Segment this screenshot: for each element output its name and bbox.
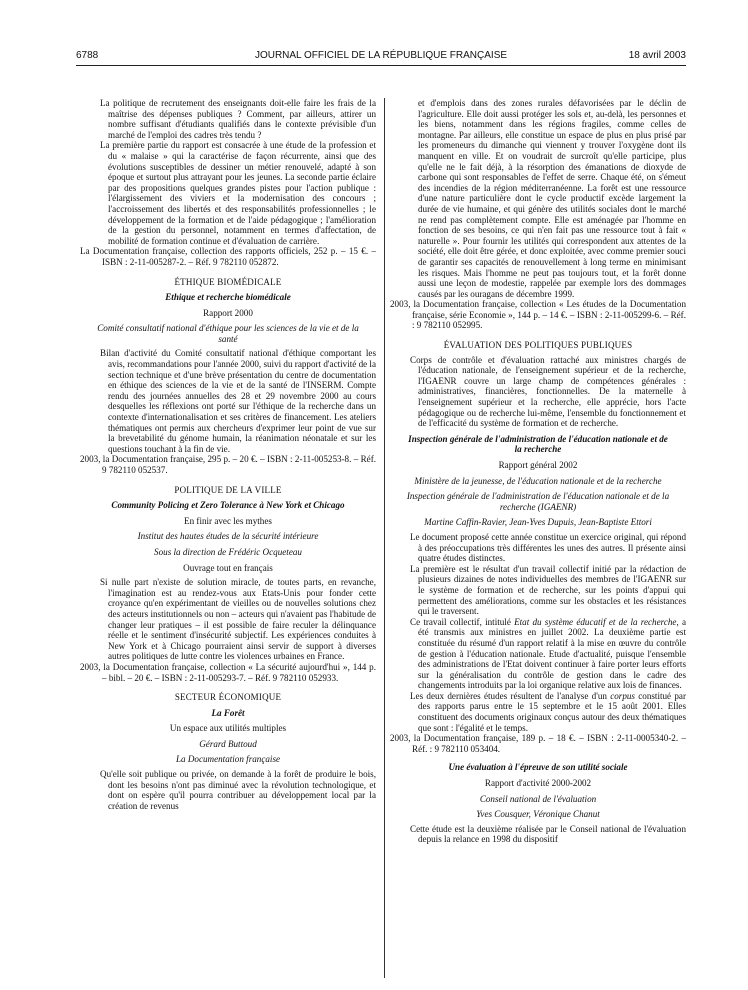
left-column bbox=[80, 98, 376, 978]
text-run: Ce travail collectif, intitulé bbox=[410, 616, 515, 627]
entry-authors: Yves Cousquer, Véronique Chanut bbox=[476, 809, 600, 820]
entry-council: Conseil national de l'évaluation bbox=[479, 793, 597, 804]
paragraph bbox=[390, 617, 686, 691]
entry-direction: Sous la direction de Frédéric Ocqueteau bbox=[154, 546, 302, 557]
paragraph: Si nulle part n'existe de solution miracle, de toutes parts, en revanche, l'imagination est au rendez-vous aux Etats-Unis pour fonder cette croyance qu'en expérimentant de vieilles ou de nouvelles solutions chez des acteurs institutionnels ou non – acteurs qui n'avaient pas l'habitude de changer leur pratiques – il est possible de faire reculer la délinquance réelle et le sentiment d'insécurité subjectif. Les expériences conduites à New York et à Chicago pourraient ainsi servir de support à diverses autres politiques de lutte contre les violences urbaines en France. bbox=[100, 577, 376, 662]
paragraph: Qu'elle soit publique ou privée, on demande à la forêt de produire le bois, dont les besoins n'ont pas diminué avec la révolution technologique, et dont on espère qu'il pourra contribuer au développement local par la création de revenus bbox=[100, 769, 376, 811]
section-heading-politique-ville: POLITIQUE DE LA VILLE bbox=[174, 484, 282, 495]
publication-reference: 2003, la Documentation française, 295 p. – 20 €. – ISBN : 2-11-005253-8. – Réf. 9 782110 052537. bbox=[80, 454, 376, 475]
right-column bbox=[390, 98, 686, 978]
paragraph: Le document proposé cette année constitue un exercice original, qui répond à des préoccupations très différentes les unes des autres. Il présente ainsi quatre études distinctes. bbox=[410, 531, 686, 564]
entry-authors: Martine Caffin-Ravier, Jean-Yves Dupuis, Jean-Baptiste Ettori bbox=[424, 517, 652, 528]
paragraph: La politique de recrutement des enseignants doit-elle faire les frais de la maîtrise des dépenses publiques ? Comment, par ailleurs, attirer un nombre suffisant d'étudiants qualifiés dans le contexte prévisible d'un marché de l'emploi des cadres très tendu ? bbox=[100, 98, 376, 140]
entry-author: Comité consultatif national d'éthique pour les sciences de la vie et de la santé bbox=[97, 323, 359, 344]
publication-reference: 2003, la Documentation française, 189 p. – 18 €. – ISBN : 2-11-0005340-2. – Réf. : 9 782110 053404. bbox=[390, 733, 686, 754]
paragraph bbox=[390, 691, 686, 733]
journal-title: JOURNAL OFFICIEL DE LA RÉPUBLIQUE FRANÇAISE bbox=[254, 50, 508, 61]
text-run: , a été transmis aux ministres en juillet 2002. La deuxième partie est constituée du résumé d'un rapport relatif à la mise en œuvre du contrôle de gestion à l'éducation nationale. Etude d'actualité, puisque l'ensemble des administrations de l'Etat doivent continuer à faire porter leurs efforts sur la généralisation du contrôle de gestion dans le cadre des changements introduits par la loi organique relative aux lois de finances. bbox=[418, 616, 686, 691]
report-title: Rapport général 2002 bbox=[498, 460, 578, 470]
entry-title: Community Policing et Zero Tolerance à New York et Chicago bbox=[111, 500, 345, 511]
paragraph: La première partie du rapport est consacrée à une étude de la profession et du « malaise » qui la caractérise de façon récurrente, ainsi que des évolutions susceptibles de dessiner un métier renouvelé, adapté à son époque et surtout plus attrayant pour les jeunes. La seconde partie éclaire par des propositions quelques grandes pistes pour l'action publique : l'élargissement des viviers et la modernisation des concours ; l'accroissement des libertés et des responsabilités professionnelles ; le développement de la formation et de l'aide pédagogique ; l'amélioration de la gestion du personnel, notamment en termes d'affectation, de mobilité de formation continue et d'évaluation de carrière. bbox=[100, 140, 376, 246]
entry-title: Une évaluation à l'épreuve de son utilité sociale bbox=[448, 762, 628, 773]
paragraph: et d'emplois dans des zones rurales défavorisées par le déclin de l'agriculture. Elle doit aussi protéger les sols et, au-delà, les personnes et les biens, notamment dans les régions fragiles, comme celles de montagne. Par ailleurs, elle constitue un espace de plus en plus prisé par les promeneurs du dimanche qui viennent y trouver l'oxygène dont ils manquent en ville. Et on voudrait de surcroît qu'elle participe, plus qu'elle ne le fait déjà, à la résorption des émanations de dioxyde de carbone qui sont responsables de l'effet de serre. Chaque été, on s'émeut des incendies de la région méditerranéenne. La forêt est une ressource d'une nature particulière dont le cycle productif excède largement la durée de vie humaine, et qui génère des utilités sociales dont le marché ne rend pas complètement compte. Elle est aménagée par l'homme en fonction de ses besoins, ce qui n'en fait pas une ressource tout à fait « naturelle ». Pour fournir les utilités qui correspondent aux attentes de la société, elle doit être gérée, et donc exploitée, avec comme premier souci de garantir ses capacités de renouvellement à long terme en minimisant les risques. Mais l'homme ne peut pas toujours tout, et la forêt donne aussi une leçon de modestie, rappelée par exemple lors des dommages causés par les ouragans de décembre 1999. bbox=[418, 98, 686, 299]
publication-reference: La Documentation française, collection des rapports officiels, 252 p. – 15 €. – ISBN : 2-11-005287-2. – Réf. 9 782110 052872. bbox=[80, 246, 376, 267]
publication-reference: 2003, la Documentation française, collection « La sécurité aujourd'hui », 144 p. – bibl. – 20 €. – ISBN : 2-11-005293-7. – Réf. 9 782110 052933. bbox=[80, 661, 376, 683]
entry-author: Gérard Buttoud bbox=[199, 738, 257, 749]
section-heading-evaluation: ÉVALUATION DES POLITIQUES PUBLIQUES bbox=[443, 340, 633, 351]
entry-title: La Forêt bbox=[211, 707, 245, 718]
entry-inspection: Inspection générale de l'administration de l'éducation nationale et de la recherche (IGAENR) bbox=[406, 491, 670, 512]
column-divider bbox=[384, 98, 385, 978]
paragraph: Corps de contrôle et d'évaluation rattaché aux ministres chargés de l'éducation nationale, de l'enseignement supérieur et de la recherche, l'IGAENR couvre un large champ de compétences générales : administratives, financières, fonctionnelles. De la maternelle à l'enseignement supérieur et la recherche, elle apprécie, hors l'acte pédagogique ou de recherche lui-même, l'ensemble du fonctionnement et de l'efficacité du système de formation et de recherche. bbox=[410, 354, 686, 429]
italic-term: corpus bbox=[610, 690, 635, 701]
issue-date: 18 avril 2003 bbox=[628, 50, 686, 61]
section-heading-secteur-economique: SECTEUR ÉCONOMIQUE bbox=[174, 692, 282, 703]
italic-title: Etat du système éducatif et de la recherche bbox=[514, 616, 677, 627]
section-heading-ethique: ÉTHIQUE BIOMÉDICALE bbox=[174, 276, 282, 287]
paragraph: La première est le résultat d'un travail collectif initié par la rédaction de plusieurs dizaines de notes individuelles des membres de l'IGAENR sur le système de formation et de recherche, sur les points d'appui qui permettent des améliorations, comme sur les obstacles et les résistances qui le traversent. bbox=[410, 563, 686, 617]
paragraph: Bilan d'activité du Comité consultatif national d'éthique comportant les avis, recommandations pour l'année 2000, suivi du rapport d'activité de la section technique et d'une brève présentation du centre de documentation en éthique des sciences de la vie et de la santé de l'INSERM. Compte rendu des journées annuelles des 28 et 29 novembre 2000 au cours desquelles les réflexions ont porté sur l'éthique de la recherche dans un contexte d'internationalisation et ses critères de financement. Les ateliers thématiques ont permis aux chercheurs d'exprimer leur point de vue sur la brevetabilité du génome humain, la réanimation néonatale et sur les questions touchant à la fin de vie. bbox=[100, 348, 376, 454]
page-header bbox=[76, 50, 686, 66]
entry-language-note: Ouvrage tout en français bbox=[183, 562, 273, 573]
entry-tagline: Un espace aux utilités multiples bbox=[169, 723, 287, 734]
entry-institute: Institut des hautes études de la sécurité intérieure bbox=[137, 531, 319, 542]
paragraph: Cette étude est la deuxième réalisée par le Conseil national de l'évaluation depuis la relance en 1998 du dispositif bbox=[410, 823, 686, 845]
text-run: Les deux dernières études résultent de l'analyse d'un bbox=[410, 690, 611, 701]
report-title: Rapport d'activité 2000-2002 bbox=[484, 778, 592, 789]
entry-publisher: La Documentation française bbox=[175, 754, 281, 765]
entry-ministry: Ministère de la jeunesse, de l'éducation nationale et de la recherche bbox=[414, 475, 662, 486]
page-number: 6788 bbox=[76, 50, 99, 61]
entry-title: Inspection générale de l'administration de l'éducation nationale et de la recherche bbox=[408, 433, 668, 455]
report-title: Rapport 2000 bbox=[203, 307, 253, 318]
publication-reference: 2003, la Documentation française, collection « Les études de la Documentation française, série Economie », 144 p. – 14 €. – ISBN : 2-11-005299-6. – Réf. : 9 782110 052995. bbox=[390, 299, 686, 331]
text-run: constitué par des rapports parus entre le 15 septembre et le 15 août 2001. Elles constituent des documents originaux conçus autour des deux thématiques que sont : l'égalité et le temps. bbox=[418, 690, 686, 733]
entry-tagline: En finir avec les mythes bbox=[184, 515, 272, 526]
entry-title: Ethique et recherche biomédicale bbox=[165, 292, 291, 303]
